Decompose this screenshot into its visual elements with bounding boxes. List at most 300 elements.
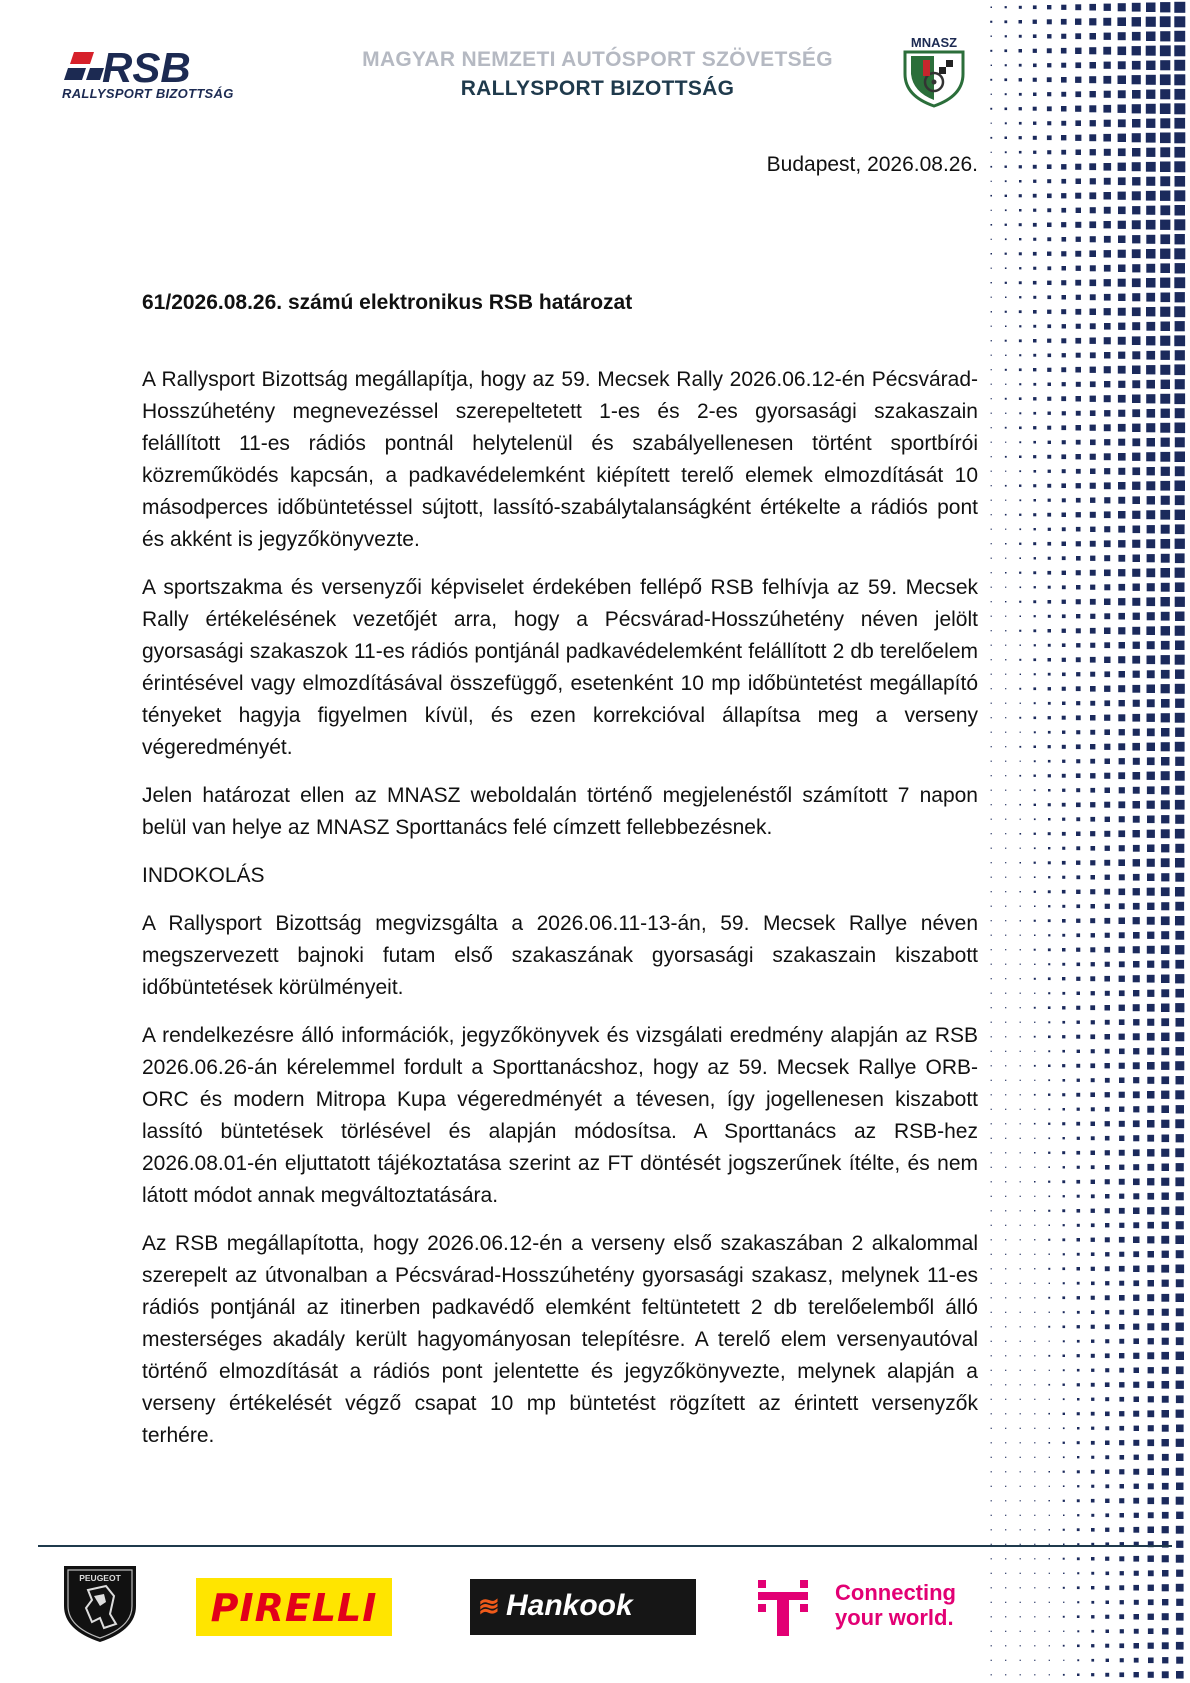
pattern-dot (1162, 1280, 1169, 1287)
pattern-dot (1176, 1352, 1184, 1360)
pattern-dot (1146, 380, 1155, 389)
pattern-dot (1034, 1529, 1035, 1530)
pattern-dot (1076, 208, 1081, 213)
pattern-dot (1062, 905, 1065, 908)
pattern-dot (1005, 1036, 1006, 1037)
pattern-dot (1132, 336, 1141, 345)
pattern-dot (1062, 731, 1065, 734)
pattern-dot (1176, 1512, 1183, 1519)
document-body (142, 364, 978, 1468)
pattern-dot (1091, 1630, 1094, 1633)
pattern-dot (1076, 454, 1081, 459)
pattern-dot (991, 746, 992, 747)
pattern-dot (1004, 49, 1007, 52)
pattern-dot (1062, 919, 1066, 923)
pattern-dot (1132, 322, 1140, 330)
pattern-dot (1034, 1036, 1036, 1038)
pattern-dot (1090, 889, 1095, 894)
pattern-dot (1175, 495, 1185, 505)
pattern-dot (1020, 1399, 1021, 1400)
pattern-dot (991, 1167, 992, 1168)
pattern-dot (1033, 325, 1036, 328)
pattern-dot (1061, 63, 1066, 68)
pattern-dot (1047, 194, 1052, 199)
pattern-dot (1132, 220, 1141, 229)
pattern-dot (991, 1370, 992, 1371)
pattern-dot (1105, 1484, 1109, 1488)
pattern-dot (1132, 32, 1141, 41)
pattern-dot (990, 21, 992, 23)
pattern-dot (1133, 801, 1141, 809)
pattern-dot (1147, 1106, 1154, 1113)
pattern-dot (1119, 918, 1126, 925)
pattern-dot (1119, 1078, 1125, 1084)
pattern-dot (991, 906, 992, 907)
pattern-dot (1104, 163, 1112, 171)
pattern-dot (1161, 975, 1170, 984)
pattern-dot (1034, 702, 1036, 704)
pattern-dot (991, 949, 992, 950)
pattern-dot (1091, 1078, 1095, 1082)
pattern-dot (1034, 1051, 1035, 1052)
pattern-dot (1119, 1614, 1124, 1619)
pattern-dot (1133, 845, 1140, 852)
pattern-dot (1076, 657, 1081, 662)
pattern-dot (1175, 263, 1185, 273)
pattern-dot (1019, 107, 1022, 110)
pattern-dot (1104, 511, 1111, 518)
pattern-dot (1047, 208, 1051, 212)
pattern-dot (1091, 1252, 1095, 1256)
pattern-dot (1047, 324, 1051, 328)
pattern-dot (1146, 133, 1156, 143)
pattern-dot (1062, 1006, 1065, 1009)
pattern-dot (1063, 1442, 1065, 1444)
pattern-dot (991, 1268, 992, 1269)
pattern-dot (1019, 368, 1022, 371)
pattern-dot (1091, 1151, 1096, 1156)
pattern-dot (1075, 309, 1081, 315)
pattern-dot (1033, 64, 1037, 68)
hankook-logo-text: Hankook (506, 1589, 633, 1622)
pattern-dot (1105, 759, 1111, 765)
pattern-dot (1090, 120, 1096, 126)
pattern-dot (1148, 1251, 1155, 1258)
pattern-dot (1005, 166, 1007, 168)
pattern-dot (1176, 1628, 1183, 1635)
pattern-dot (1133, 758, 1140, 765)
pattern-dot (1020, 862, 1022, 864)
pattern-dot (1132, 307, 1141, 316)
pattern-dot (1049, 1471, 1051, 1473)
pattern-dot (1161, 786, 1169, 794)
pattern-dot (1160, 191, 1170, 201)
pattern-dot (1162, 1396, 1169, 1403)
pattern-dot (1090, 860, 1095, 865)
pattern-dot (991, 369, 992, 370)
pattern-dot (991, 848, 992, 849)
pattern-dot (1090, 730, 1095, 735)
pattern-dot (1132, 496, 1140, 504)
pattern-dot (1005, 427, 1007, 429)
document-date: Budapest, 2026.08.26. (766, 153, 978, 176)
pattern-dot (1005, 282, 1007, 284)
pattern-dot (1005, 6, 1007, 8)
pattern-dot (1034, 1268, 1035, 1269)
pattern-dot (1033, 542, 1036, 545)
pattern-dot (1062, 1122, 1065, 1125)
pattern-dot (1148, 1628, 1154, 1634)
pattern-dot (991, 543, 992, 544)
pattern-dot (1077, 1398, 1080, 1401)
pattern-dot (1104, 352, 1111, 359)
pattern-dot (1133, 729, 1140, 736)
pattern-dot (1020, 703, 1021, 704)
pattern-dot (1020, 1152, 1021, 1153)
pattern-dot (1048, 1268, 1050, 1270)
pattern-dot (1061, 121, 1066, 126)
pattern-dot (1048, 1108, 1050, 1110)
pattern-dot (1161, 1018, 1169, 1026)
pattern-dot (1175, 713, 1185, 723)
pattern-dot (1119, 976, 1125, 982)
pattern-dot (1119, 1426, 1124, 1431)
pattern-dot (1091, 1615, 1094, 1618)
pattern-dot (1034, 833, 1036, 835)
pattern-dot (1091, 1470, 1095, 1474)
pattern-dot (1119, 1107, 1124, 1112)
pattern-dot (1132, 133, 1141, 142)
pattern-dot (1176, 1134, 1184, 1142)
pattern-dot (1119, 1368, 1124, 1373)
pattern-dot (1148, 1498, 1155, 1505)
pattern-dot (1118, 714, 1125, 721)
pattern-dot (1160, 234, 1170, 244)
pattern-dot (1175, 437, 1185, 447)
pattern-dot (1077, 1354, 1080, 1357)
pattern-dot (1133, 1149, 1140, 1156)
pattern-dot (1034, 949, 1036, 951)
pattern-dot (1104, 555, 1110, 561)
pattern-dot (1047, 5, 1051, 9)
pattern-dot (1005, 906, 1006, 907)
pattern-dot (1062, 556, 1066, 560)
pattern-dot (1147, 845, 1155, 853)
pattern-dot (1147, 1352, 1154, 1359)
pattern-dot (1034, 775, 1036, 777)
pattern-dot (1076, 483, 1081, 488)
pattern-dot (1076, 715, 1081, 720)
pattern-dot (1105, 1412, 1110, 1417)
pattern-dot (1103, 134, 1111, 142)
pattern-dot (1048, 1181, 1050, 1183)
pattern-dot (1118, 308, 1126, 316)
pattern-dot (1161, 873, 1169, 881)
pattern-dot (1077, 1528, 1080, 1531)
pattern-dot (1019, 514, 1021, 516)
pattern-dot (1118, 90, 1126, 98)
pattern-dot (1048, 977, 1051, 980)
pattern-dot (1049, 1254, 1050, 1255)
pattern-dot (1162, 1164, 1170, 1172)
reasoning-paragraph: A Rallysport Bizottság megvizsgálta a 2026.06.11-13-án, 59. Mecsek Rallye néven megszervezett bajnoki futam első szakaszának gyorsasági szakaszain kiszabott időbüntetések körülményeit. (142, 912, 978, 999)
pattern-dot (1174, 2, 1185, 13)
pattern-dot (1176, 1047, 1185, 1056)
pattern-dot (1047, 571, 1051, 575)
pattern-dot (1048, 528, 1051, 531)
pattern-dot (1049, 1529, 1050, 1530)
pattern-dot (1047, 164, 1052, 169)
pattern-dot (1104, 584, 1110, 590)
pattern-dot (1049, 1500, 1050, 1501)
pattern-dot (1104, 773, 1110, 779)
pattern-dot (1090, 672, 1095, 677)
pattern-dot (1146, 17, 1156, 27)
pattern-dot (1048, 1326, 1050, 1328)
pattern-dot (1133, 1251, 1139, 1257)
pattern-dot (991, 935, 992, 936)
pattern-dot (1146, 32, 1156, 42)
pattern-dot (1146, 206, 1155, 215)
pattern-dot (1076, 411, 1081, 416)
pattern-dot (1090, 817, 1095, 822)
pattern-dot (1105, 1353, 1110, 1358)
pattern-dot (1048, 629, 1052, 633)
pattern-dot (1005, 122, 1007, 124)
pattern-dot (1005, 1312, 1006, 1313)
pattern-dot (1133, 830, 1140, 837)
pattern-dot (1034, 528, 1036, 530)
pattern-dot (1063, 1558, 1065, 1560)
pattern-dot (1132, 569, 1140, 577)
pattern-dot (1019, 223, 1022, 226)
pattern-dot (1020, 1602, 1021, 1603)
pattern-dot (1062, 992, 1065, 995)
pattern-dot (1161, 626, 1170, 635)
pattern-dot (1062, 643, 1066, 647)
pattern-dot (1162, 1570, 1169, 1577)
pattern-dot (1091, 1136, 1095, 1140)
pattern-dot (1160, 89, 1170, 99)
pattern-dot (1020, 1225, 1021, 1226)
pattern-dot (1176, 1337, 1184, 1345)
pattern-dot (1091, 1267, 1095, 1271)
pattern-dot (1119, 1469, 1124, 1474)
pattern-dot (1020, 1036, 1021, 1037)
pattern-dot (1147, 1468, 1154, 1475)
pattern-dot (1063, 1311, 1065, 1313)
pattern-dot (1176, 1541, 1183, 1548)
pattern-dot (1146, 336, 1155, 345)
pattern-dot (1062, 527, 1066, 531)
pattern-dot (1019, 165, 1022, 168)
pattern-dot (1020, 1573, 1021, 1574)
pattern-dot (1076, 832, 1081, 837)
pattern-dot (1146, 119, 1155, 128)
pattern-dot (991, 659, 992, 660)
pattern-dot (991, 978, 992, 979)
pattern-dot (991, 384, 992, 385)
pattern-dot (1019, 354, 1021, 356)
pattern-dot (1091, 1427, 1094, 1430)
pattern-dot (1077, 1050, 1080, 1053)
pattern-dot (1034, 615, 1036, 617)
pattern-dot (1034, 993, 1035, 994)
pattern-dot (1091, 904, 1096, 909)
pattern-dot (1048, 905, 1050, 907)
pattern-dot (1132, 438, 1140, 446)
pattern-dot (1062, 977, 1065, 980)
pattern-dot (1019, 557, 1021, 559)
pattern-dot (1076, 861, 1080, 865)
pattern-dot (1019, 804, 1021, 806)
pattern-dot (1090, 657, 1096, 663)
pattern-dot (1033, 310, 1037, 314)
pattern-dot (1090, 788, 1095, 793)
pattern-dot (1077, 1224, 1080, 1227)
pattern-dot (1090, 309, 1097, 316)
pattern-dot (1005, 1370, 1006, 1371)
pattern-dot (991, 1587, 992, 1588)
pattern-dot (1119, 1208, 1125, 1214)
pattern-dot (991, 688, 992, 689)
pattern-dot (1106, 1601, 1110, 1605)
pattern-dot (1077, 1325, 1080, 1328)
pattern-dot (1005, 238, 1007, 240)
pattern-dot (991, 1007, 992, 1008)
pattern-dot (1104, 410, 1110, 416)
pattern-dot (991, 775, 992, 776)
pattern-dot (991, 1660, 992, 1661)
pattern-dot (1104, 366, 1111, 373)
pattern-dot (1005, 1413, 1006, 1414)
pattern-dot (1061, 280, 1066, 285)
pattern-dot (1146, 220, 1156, 230)
pattern-dot (1005, 630, 1006, 631)
pattern-dot (1175, 1090, 1184, 1099)
pattern-dot (1162, 1555, 1169, 1562)
pattern-dot (1090, 396, 1096, 402)
pattern-dot (1062, 774, 1066, 778)
pattern-dot (1077, 1166, 1080, 1169)
pattern-dot (1033, 20, 1037, 24)
pattern-dot (1132, 482, 1140, 490)
pattern-dot (1105, 1644, 1109, 1648)
pattern-dot (1104, 250, 1111, 257)
pattern-dot (1034, 1442, 1035, 1443)
pattern-dot (1005, 616, 1006, 617)
pattern-dot (1175, 655, 1185, 665)
pattern-dot (1147, 656, 1156, 665)
pattern-dot (1020, 1065, 1021, 1066)
pattern-dot (1104, 149, 1111, 156)
pattern-dot (1033, 107, 1037, 111)
pattern-dot (1020, 1442, 1021, 1443)
pattern-dot (1062, 1021, 1065, 1024)
pattern-dot (1062, 469, 1066, 473)
pattern-dot (991, 123, 992, 124)
pattern-dot (1119, 1179, 1125, 1185)
pattern-dot (1161, 887, 1170, 896)
pattern-dot (1161, 989, 1169, 997)
pattern-dot (1134, 1614, 1140, 1620)
pattern-dot (1176, 1425, 1184, 1433)
pattern-dot (1162, 1135, 1170, 1143)
pattern-dot (1120, 1658, 1124, 1662)
pattern-dot (1106, 1659, 1109, 1662)
pattern-dot (1105, 1368, 1109, 1372)
pattern-dot (1174, 277, 1185, 288)
pattern-dot (1161, 1207, 1169, 1215)
pattern-dot (991, 1239, 992, 1240)
pattern-dot (1062, 702, 1066, 706)
pattern-dot (1034, 1660, 1035, 1661)
pattern-dot (1047, 150, 1051, 154)
pattern-dot (1005, 920, 1006, 921)
pattern-dot (1133, 1004, 1140, 1011)
pattern-dot (1034, 644, 1036, 646)
pattern-dot (1047, 310, 1051, 314)
pattern-dot (1061, 77, 1067, 83)
pattern-dot (1119, 1049, 1125, 1055)
pattern-dot (1076, 1093, 1080, 1097)
pattern-dot (1034, 1674, 1035, 1675)
pattern-dot (1076, 425, 1082, 431)
pattern-dot (1019, 397, 1022, 400)
pattern-dot (1161, 583, 1170, 592)
pattern-dot (1161, 670, 1170, 679)
pattern-dot (1034, 920, 1036, 922)
pattern-dot (1020, 993, 1021, 994)
pattern-dot (1091, 1340, 1094, 1343)
pattern-dot (1090, 947, 1095, 952)
pattern-dot (1175, 960, 1184, 969)
pattern-dot (1075, 91, 1081, 97)
pattern-dot (1146, 626, 1155, 635)
pattern-dot (1047, 135, 1052, 140)
pattern-dot (1020, 1631, 1021, 1632)
pattern-dot (1077, 1572, 1079, 1574)
pattern-dot (1005, 819, 1006, 820)
pattern-dot (1063, 1427, 1065, 1429)
pattern-dot (1076, 628, 1081, 633)
pattern-dot (1062, 847, 1065, 850)
pattern-dot (1175, 989, 1184, 998)
reasoning-paragraph: A rendelkezésre álló információk, jegyzőkönyvek és vizsgálati eredmény alapján az RSB 2026.06.26-án kérelemmel fordult a Sporttanácshoz, hogy az 59. Mecsek Rallye ORB-ORC és modern Mitropa Kupa végeredményét a tévesen, így jogellenesen kiszabott lassító büntetések törlésével és alapján módosítsa. A Sporttanács az RSB-hez 2026.08.01-én eljuttatott tájékoztatása szerint az FT döntését jogszerűnek ítélte, és nem látott módot annak megváltoztatására. (142, 1024, 978, 1207)
pattern-dot (1063, 1529, 1065, 1531)
pattern-dot (1005, 804, 1006, 805)
pattern-dot (1104, 540, 1111, 547)
pattern-dot (991, 877, 992, 878)
pattern-dot (1062, 716, 1066, 720)
pattern-dot (1061, 309, 1066, 314)
pattern-dot (1075, 77, 1081, 83)
pattern-dot (1048, 716, 1051, 719)
pattern-dot (1076, 744, 1081, 749)
pattern-dot (1047, 484, 1051, 488)
pattern-dot (1062, 1151, 1065, 1154)
pattern-dot (1176, 1105, 1184, 1113)
pattern-dot (1119, 1556, 1124, 1561)
pattern-dot (1133, 1266, 1139, 1272)
pattern-dot (1118, 801, 1125, 808)
pattern-dot (1133, 816, 1140, 823)
pattern-dot (1090, 1092, 1095, 1097)
pattern-dot (1034, 964, 1035, 965)
pattern-dot (1034, 1370, 1035, 1371)
pattern-dot (991, 1138, 992, 1139)
pattern-dot (1019, 441, 1021, 443)
